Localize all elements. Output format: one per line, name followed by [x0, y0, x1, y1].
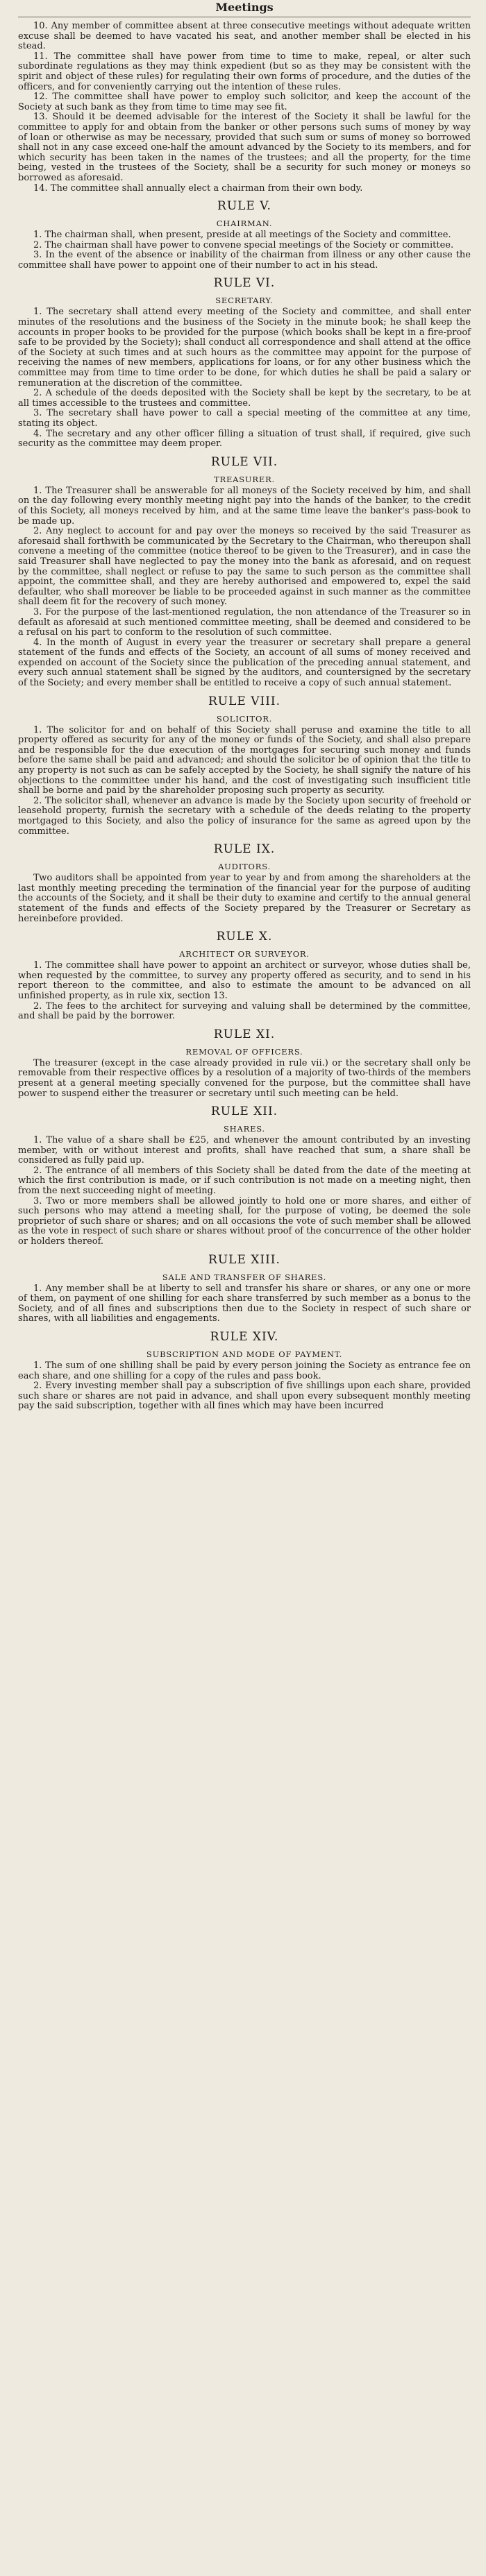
- rule-paragraph: 1. The Treasurer shall be answerable for all moneys of the Society received by him, and shall on the day following every monthly meeting night pay into the hands of the banker, to the credit of this Society, all moneys received by him, and at the same time leave the banker's pass-book to be made up.: [18, 485, 471, 527]
- rule-section: [18, 455, 471, 689]
- rule-paragraph: 3. For the purpose of the last-mentioned regulation, the non attendance of the Treasurer so in default as aforesaid at such mentioned committee meeting, shall be deemed and considered to be a refusal on his part to conform to the resolution of such committee.: [18, 606, 471, 638]
- rule-section: [18, 930, 471, 1022]
- rule-subheading: SUBSCRIPTION AND MODE OF PAYMENT.: [146, 1349, 343, 1359]
- rule-section: [18, 199, 471, 271]
- rule-section: [18, 22, 471, 194]
- rule-paragraph: 3. Two or more members shall be allowed jointly to hold one or more shares, and either of such persons who may attend a meeting shall, for the purpose of voting, be deemed the sole proprietor of such share or shares; and on all occasions the vote of such member shall be allowed as the vote in respect of such share or shares without proof of the concurrence of the other holder or holders thereof.: [18, 1195, 471, 1247]
- rule-paragraph: 1. The value of a share shall be £25, and whenever the amount contributed by an investing member, with or without interest and profits, shall have reached that sum, a share shall be considered as fully paid up.: [18, 1135, 471, 1166]
- rule-section: [18, 694, 471, 837]
- rule-paragraph: 14. The committee shall annually elect a chairman from their own body.: [33, 182, 363, 194]
- rule-paragraph: 3. In the event of the absence or inability of the chairman from illness or any other cause the committee shall have power to appoint one of their number to act in his stead.: [18, 250, 471, 271]
- rule-section: [18, 842, 471, 924]
- rule-paragraph: 4. The secretary and any other officer filling a situation of trust shall, if required, give such security as the committee may deem proper.: [18, 428, 471, 450]
- rule-subheading: SOLICITOR.: [216, 713, 273, 724]
- rule-paragraph: The treasurer (except in the case already provided in rule vii.) or the secretary shall only be removable from their respective offices by a resolution of a majority of two-thirds of the members present at a general meeting specially convened for the purpose, but the committee shall have power to suspend either the treasurer or secretary until such meeting can be held.: [18, 1057, 471, 1099]
- rule-section: [18, 1027, 471, 1099]
- rule-heading: RULE X.: [216, 930, 273, 944]
- rule-subheading: SALE AND TRANSFER OF SHARES.: [162, 1272, 327, 1282]
- rule-subheading: AUDITORS.: [218, 862, 271, 872]
- rule-paragraph: 1. The solicitor for and on behalf of this Society shall peruse and examine the title to all property offered as security for any of the money or funds of the Society, and shall also prepare and be responsible for the due execution of the mortgages for securing such money and funds before the same shall be paid and advanced; and should the solicitor be of opinion that the title to any property is not such as can be safely accepted by the Society, he shall signify the nature of his objections to the committee under his hand, and the cost of investigating such insufficient title shall be borne and paid by the shareholder proposing such property as security.: [18, 724, 471, 796]
- rule-heading: RULE VII.: [210, 454, 278, 469]
- rule-heading: RULE VIII.: [208, 694, 281, 708]
- page-header: Meetings: [18, 0, 471, 17]
- rule-paragraph: 2. A schedule of the deeds deposited with the Society shall be kept by the secretary, to be at all times accessible to the trustees and committee.: [18, 388, 471, 409]
- rule-paragraph: 3. The secretary shall have power to call a special meeting of the committee at any time, stating its object.: [18, 408, 471, 429]
- rule-subheading: SECRETARY.: [215, 296, 274, 306]
- rule-heading: RULE IX.: [213, 842, 276, 857]
- rule-paragraph: 2. The entrance of all members of this Society shall be dated from the date of the meeting at which the first contribution is made, or if such contribution is not made on a meeting night, then from the next succeeding night of meeting.: [18, 1165, 471, 1197]
- rule-paragraph: 1. Any member shall be at liberty to sell and transfer his share or shares, or any one or more of them, on payment of one shilling for each share transferred by such member as a bonus to the Society, and of all fines and subscriptions then due to the Society in respect of such share or shares, with all liabilities and engagements.: [18, 1283, 471, 1324]
- rule-paragraph: 1. The committee shall have power to appoint an architect or surveyor, whose duties shall be, when requested by the committee, to survey any property offered as security, and to send in his report thereon to the committee, and also to estimate the amount to be advanced on all unfinished property, as in rule xix, section 13.: [18, 960, 471, 1001]
- rule-subheading: CHAIRMAN.: [216, 219, 273, 229]
- rule-heading: RULE XII.: [210, 1104, 278, 1119]
- rule-subheading: SHARES.: [224, 1124, 265, 1134]
- rule-subheading: ARCHITECT OR SURVEYOR.: [179, 949, 310, 959]
- rule-paragraph: 1. The secretary shall attend every meeting of the Society and committee, and shall enter minutes of the resolutions and the business of the Society in the minute book; he shall keep the accounts in proper books to be provided for the purpose (which books shall be kept in a fire-proof safe to be provided by the Society); shall conduct all correspondence and shall attend at the office of the Society at such times and at such hours as the committee may appoint for the purpose of receiving the names of new members, applications for loans, or for any other business which the committee may from time to time order to be done, for which duties he shall be paid a salary or remuneration at the discretion of the committee.: [18, 307, 471, 389]
- rule-paragraph: 10. Any member of committee absent at three consecutive meetings without adequate written excuse shall be deemed to have vacated his seat, and another member shall be elected in his stead.: [18, 21, 471, 52]
- rule-heading: RULE XI.: [213, 1027, 276, 1041]
- rule-section: [18, 1253, 471, 1324]
- rule-section: [18, 276, 471, 449]
- rule-section: [18, 1330, 471, 1412]
- rule-subheading: REMOVAL OF OFFICERS.: [185, 1046, 303, 1057]
- rule-subheading: TREASURER.: [214, 474, 275, 484]
- rule-paragraph: 2. The fees to the architect for surveying and valuing shall be determined by the committee, and shall be paid by the borrower.: [18, 1000, 471, 1022]
- rule-paragraph: 12. The committee shall have power to employ such solicitor, and keep the account of the Society at such bank as they from time to time may see fit.: [18, 92, 471, 112]
- rule-paragraph: 11. The committee shall have power from time to time to make, repeal, or alter such subordinate regulations as they may think expedient (but so as they may be consistent with the spirit and object of these rules) for regulating their own forms of procedure, and the duties of the officers, and for conveniently carrying out the intention of these rules.: [18, 51, 471, 92]
- rule-paragraph: 2. Every investing member shall pay a subscription of five shillings upon each share, provided such share or shares are not paid in advance, and shall upon every subsequent monthly meeting pay the said subscription, together with all fines which may have been incurred: [18, 1381, 471, 1412]
- rule-heading: RULE XIV.: [210, 1330, 279, 1344]
- rule-paragraph: 1. The chairman shall, when present, preside at all meetings of the Society and committee.: [33, 230, 451, 241]
- rule-heading: RULE VI.: [213, 276, 276, 291]
- rule-paragraph: 2. The solicitor shall, whenever an advance is made by the Society upon security of freehold or leasehold property, furnish the secretary with a schedule of the deeds relating to the property mortgaged to this Society, and also the policy of insurance for the same as agreed upon by the committee.: [18, 795, 471, 837]
- rule-paragraph: 2. The chairman shall have power to convene special meetings of the Society or committee.: [33, 239, 454, 250]
- rule-paragraph: 1. The sum of one shilling shall be paid by every person joining the Society as entrance fee on each share, and one shilling for a copy of the rules and pass book.: [18, 1360, 471, 1381]
- rule-section: [18, 1104, 471, 1247]
- rule-heading: RULE V.: [217, 199, 271, 214]
- document-body: [18, 22, 471, 1412]
- rule-paragraph: 13. Should it be deemed advisable for the interest of the Society it shall be lawful for the committee to apply for and obtain from the banker or other persons such sums of money by way of loan or otherwise as may be necessary, provided that such sum or sums of money so borrowed shall not in any case exceed one-half the amount advanced by the Society to its members, and for which security has been taken in the names of the trustees; and all the property, for the time being, vested in the trustees of the Society, shall be a security for such money or moneys so borrowed as aforesaid.: [18, 112, 471, 183]
- rule-paragraph: Two auditors shall be appointed from year to year by and from among the shareholders at the last monthly meeting preceding the termination of the financial year for the purpose of auditing the accounts of the Society, and it shall be their duty to examine and certify to the annual general statement of the funds and effects of the Society prepared by the Treasurer or Secretary as hereinbefore provided.: [18, 873, 471, 924]
- rule-heading: RULE XIII.: [208, 1252, 280, 1267]
- rule-paragraph: 4. In the month of August in every year the treasurer or secretary shall prepare a general statement of the funds and effects of the Society, an account of all sums of money received and expended on account of the Society since the publication of the preceding annual statement, and every such annual statement shall be signed by the auditors, and countersigned by the secretary of the Society; and every member shall be entitled to receive a copy of such annual statement.: [18, 637, 471, 689]
- rule-paragraph: 2. Any neglect to account for and pay over the moneys so received by the said Treasurer as aforesaid shall forthwith be communicated by the Secretary to the Chairman, who thereupon shall convene a meeting of the committee (notice thereof to be given to the Treasurer), and in case the said Treasurer shall have neglected to pay the money into the bank as aforesaid, and on request by the committee, shall neglect or refuse to pay the same to such person as the committee shall appoint, the committee shall, and they are hereby authorised and empowered to, expel the said defaulter, who shall moreover be liable to be proceeded against in such manner as the committee shall deem fit for the recovery of such money.: [18, 526, 471, 608]
